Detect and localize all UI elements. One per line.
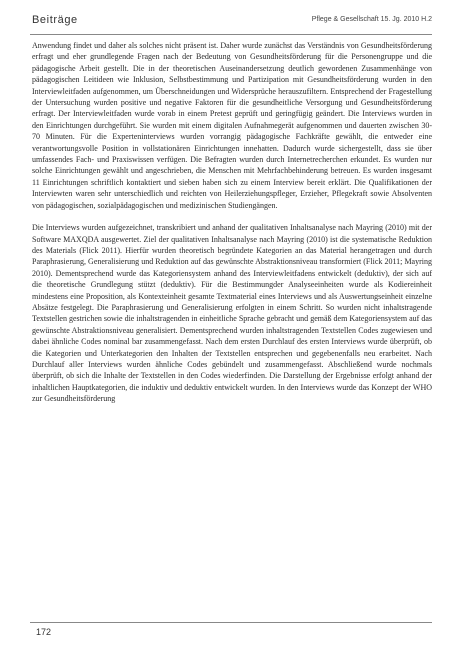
journal-citation: Pflege & Gesellschaft 15. Jg. 2010 H.2 [311,16,432,23]
page-number: 172 [36,627,52,637]
paragraph-2: Die Interviews wurden aufgezeichnet, transkribiert und anhand der qualitativen Inhaltsanalyse nach Mayring (2010) mit der Software MAXQDA ausgewertet. Ziel der qualitativen Inhaltsanalyse nach Mayring (2010) ist die systematische Reduktion des Materials (Flick 2011). Hierfür wurden theoretisch begründete Kategorien an das Material herangetragen und durch Paraphrasierung, Generalisierung und Reduktion auf das gewünschte Abstraktionsniveau transformiert (Flick 2011; Mayring 2010). Dementsprechend wurde das Kategoriensystem anhand des Interviewleitfadens entwickelt (deduktiv), der sich auf die theoretische Grundlegung stützt (deduktiv). Für die Bestimmungder Analyseeinheiten wurde als Kodiereinheit mindestens eine Proposition, als Kontexteinheit gesamte Textmaterial eines Interviews und als Auswertungseinheit einzelne Absätze festgelegt. Die Paraphrasierung und Generalisierung erfolgten in einem Schritt. So wurden nicht inhaltstragende Textstellen gestrichen sowie die inhaltstragenden in einheitliche Sprache gebracht und gemäß dem Kategoriensystem auf das gewünschte Abstraktionsniveau generalisiert. Dementsprechend wurden inhaltstragenden Textstellen Codes zugewiesen und dabei ähnliche Codes nominal bar zusammengefasst. Nach dem ersten Durchlauf des ersten Interviews wurde überprüft, ob die Kategorien und Unterkategorien den Inhalten der Textstellen entsprechen und gegebenenfalls neu erarbeitet. Nach Durchlauf aller Interviews wurden ähnliche Codes gebündelt und zusammengefasst. Abschließend wurde nochmals überprüft, ob sich die Inhalte der Textstellen in den Codes wiederfinden. Die Darstellung der Ergebnisse erfolgt anhand der inhaltlichen Hauptkategorien, die induktiv und deduktiv entwickelt wurden. In den Interviews wurde das Konzept der WHO zur Gesundheitsförderung [32,223,432,404]
body-text [32,40,432,405]
page-footer [30,622,432,643]
paragraph-1: Anwendung findet und daher als solches nicht präsent ist. Daher wurde zunächst das Verständnis von Gesundheitsförderung erfragt und eher grundlegende Fragen nach der Bedeutung von Gesundheitsförderung für die Personengruppe und die pädagogische Arbeit gestellt. Die in der theoretischen Auseinandersetzung deutlich gewordenen Zusammenhänge von pädagogischen Leitideen wie Inklusion, Selbstbestimmung und Partizipation mit Gesundheitsförderung wurden in den Interviewleitfaden aufgenommen, um Überschneidungen und Widersprüche herauszufiltern. Entsprechend der Fragestellung der Untersuchung wurden positive und negative Faktoren für die gesundheitliche Versorgung und Gesundheitsförderung erfragt. Der Interviewleitfaden wurde vorab in einem Pretest geprüft und geringfügig geändert. Die Interviews wurden in den Einrichtungen durchgeführt. Sie wurden mit einem digitalen Aufnahmegerät aufgenommen und dauerten zwischen 30-70 Minuten. Für die Experteninterviews wurden vorrangig pädagogische Fachkräfte gewählt, die entweder eine verantwortungsvolle Position in vollstationären Einrichtungen innehatten. Dadurch wurde sichergestellt, dass sie über umfassendes Fach- und Praxiswissen verfügen. Die Befragten wurden durch Internetrecherchen erkundet. Es wurden nur solche Einrichtungen gewählt und angeschrieben, die Menschen mit Mehrfachbehinderung betreuen. Es wurden insgesamt 11 Einrichtungen schriftlich kontaktiert und sieben haben sich zu einem Interview bereit erklärt. Die Qualifikationen der Interviewten waren sehr unterschiedlich und reichten von Heilerziehungspfleger, Erzieher, Pflegekraft sowie Absolventen von pädagogischen, sozialpädagogischen und medizinischen Studiengängen. [32,41,432,210]
section-title: Beiträge [32,14,78,26]
running-header [30,12,432,35]
